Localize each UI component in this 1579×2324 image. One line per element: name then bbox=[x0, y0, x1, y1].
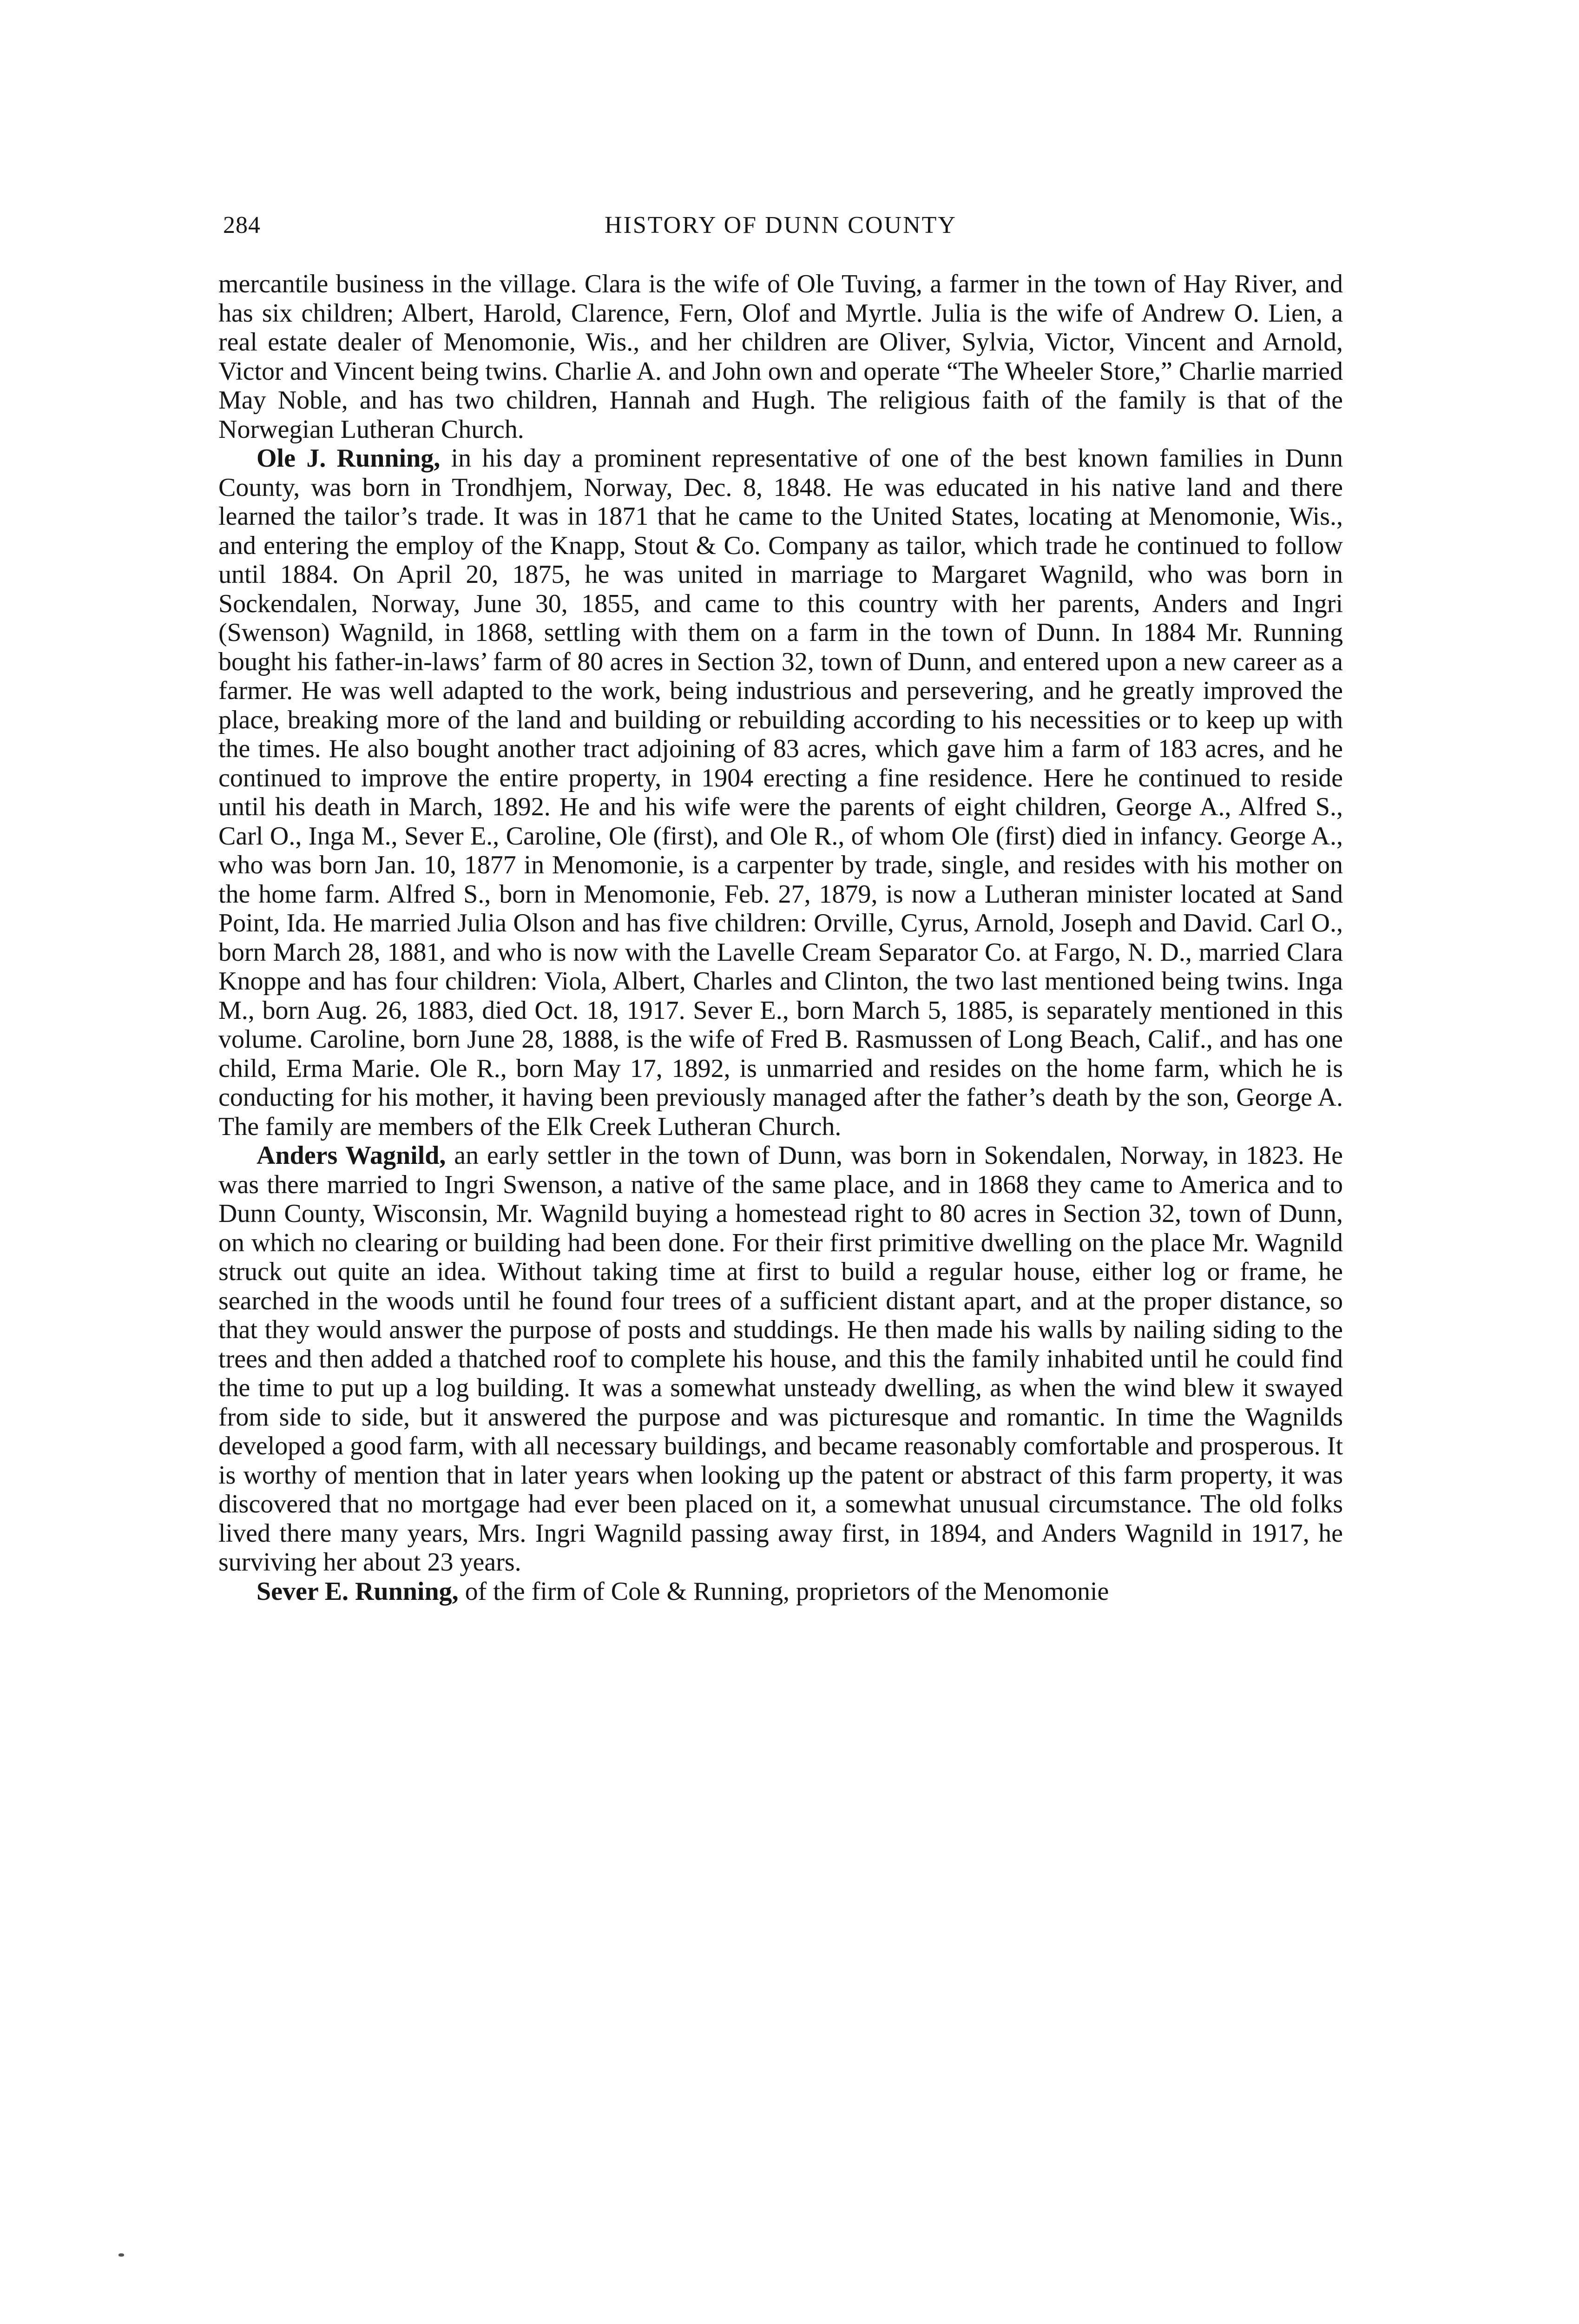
body-text bbox=[218, 270, 1343, 1606]
entry-name: Anders Wagnild, bbox=[257, 1141, 446, 1170]
page-number: 284 bbox=[223, 212, 261, 238]
paragraph-text: an early settler in the town of Dunn, was born in Sokendalen, Norway, in 1823. He was there married to Ingri Swenson, a native of the same place, and in 1868 they came to America and to Dunn County, Wisconsin, Mr. Wagnild buying a homestead right to 80 acres in Section 32, town of Dunn, on which no clearing or building had been done. For their first primitive dwelling on the place Mr. Wagnild struck out quite an idea. Without taking time at first to build a regular house, either log or frame, he searched in the woods until he found four trees of a sufficient distant apart, and at the proper distance, so that they would answer the purpose of posts and studdings. He then made his walls by nailing siding to the trees and then added a thatched roof to complete his house, and this the family inhabited until he could find the time to put up a log building. It was a somewhat unsteady dwelling, as when the wind blew it swayed from side to side, but it answered the purpose and was picturesque and romantic. In time the Wagnilds developed a good farm, with all necessary buildings, and became reasonably comfortable and prosperous. It is worthy of mention that in later years when looking up the patent or abstract of this farm property, it was discovered that no mortgage had ever been placed on it, a somewhat unusual circumstance. The old folks lived there many years, Mrs. Ingri Wagnild passing away first, in 1894, and Anders Wagnild in 1917, he surviving her about 23 years. bbox=[218, 1141, 1343, 1577]
paragraph-text: of the firm of Cole & Running, proprietors of the Menomonie bbox=[458, 1577, 1109, 1606]
paragraph-text: in his day a prominent representative of one of the best known families in Dunn County, was born in Trondhjem, Norway, Dec. 8, 1848. He was educated in his native land and there learned the tailor’s trade. It was in 1871 that he came to the United States, locating at Menomonie, Wis., and entering the employ of the Knapp, Stout & Co. Company as tailor, which trade he continued to follow until 1884. On April 20, 1875, he was united in marriage to Margaret Wagnild, who was born in Sockendalen, Norway, June 30, 1855, and came to this country with her parents, Anders and Ingri (Swenson) Wagnild, in 1868, settling with them on a farm in the town of Dunn. In 1884 Mr. Running bought his father-in-laws’ farm of 80 acres in Section 32, town of Dunn, and entered upon a new career as a farmer. He was well adapted to the work, being industrious and persevering, and he greatly improved the place, breaking more of the land and building or rebuilding according to his necessities or to keep up with the times. He also bought another tract adjoining of 83 acres, which gave him a farm of 183 acres, and he continued to improve the entire property, in 1904 erecting a fine residence. Here he continued to reside until his death in March, 1892. He and his wife were the parents of eight children, George A., Alfred S., Carl O., Inga M., Sever E., Caroline, Ole (first), and Ole R., of whom Ole (first) died in infancy. George A., who was born Jan. 10, 1877 in Menomonie, is a carpenter by trade, single, and resides with his mother on the home farm. Alfred S., born in Menomonie, Feb. 27, 1879, is now a Lutheran minister located at Sand Point, Ida. He married Julia Olson and has five children: Orville, Cyrus, Arnold, Joseph and David. Carl O., born March 28, 1881, and who is now with the Lavelle Cream Separator Co. at Fargo, N. D., married Clara Knoppe and has four children: Viola, Albert, Charles and Clinton, the two last mentioned being twins. Inga M., born Aug. 26, 1883, died Oct. 18, 1917. Sever E., born March 5, 1885, is separately mentioned in this volume. Caroline, born June 28, 1888, is the wife of Fred B. Rasmussen of Long Beach, Calif., and has one child, Erma Marie. Ole R., born May 17, 1892, is unmarried and resides on the home farm, which he is conducting for his mother, it having been previously managed after the father’s death by the son, George A. The family are members of the Elk Creek Lutheran Church. bbox=[218, 444, 1343, 1141]
running-head: HISTORY OF DUNN COUNTY bbox=[605, 212, 957, 238]
paragraph-text: mercantile business in the village. Clara is the wife of Ole Tuving, a farmer in the town of Hay River, and has six children; Albert, Harold, Clarence, Fern, Olof and Myrtle. Julia is the wife of Andrew O. Lien, a real estate dealer of Menomonie, Wis., and her children are Oliver, Sylvia, Victor, Vincent and Arnold, Victor and Vincent being twins. Charlie A. and John own and operate “The Wheeler Store,” Charlie married May Noble, and has two children, Hannah and Hugh. The religious faith of the family is that of the Norwegian Lutheran Church. bbox=[218, 270, 1343, 444]
ink-speck bbox=[118, 2253, 124, 2257]
entry-sever-e-running bbox=[218, 1577, 1343, 1606]
entry-name: Sever E. Running, bbox=[257, 1577, 459, 1606]
entry-ole-j-running bbox=[218, 444, 1343, 1141]
entry-name: Ole J. Running, bbox=[257, 444, 441, 473]
page-header bbox=[223, 211, 1338, 244]
entry-anders-wagnild bbox=[218, 1141, 1343, 1577]
paragraph-continuation bbox=[218, 270, 1343, 444]
